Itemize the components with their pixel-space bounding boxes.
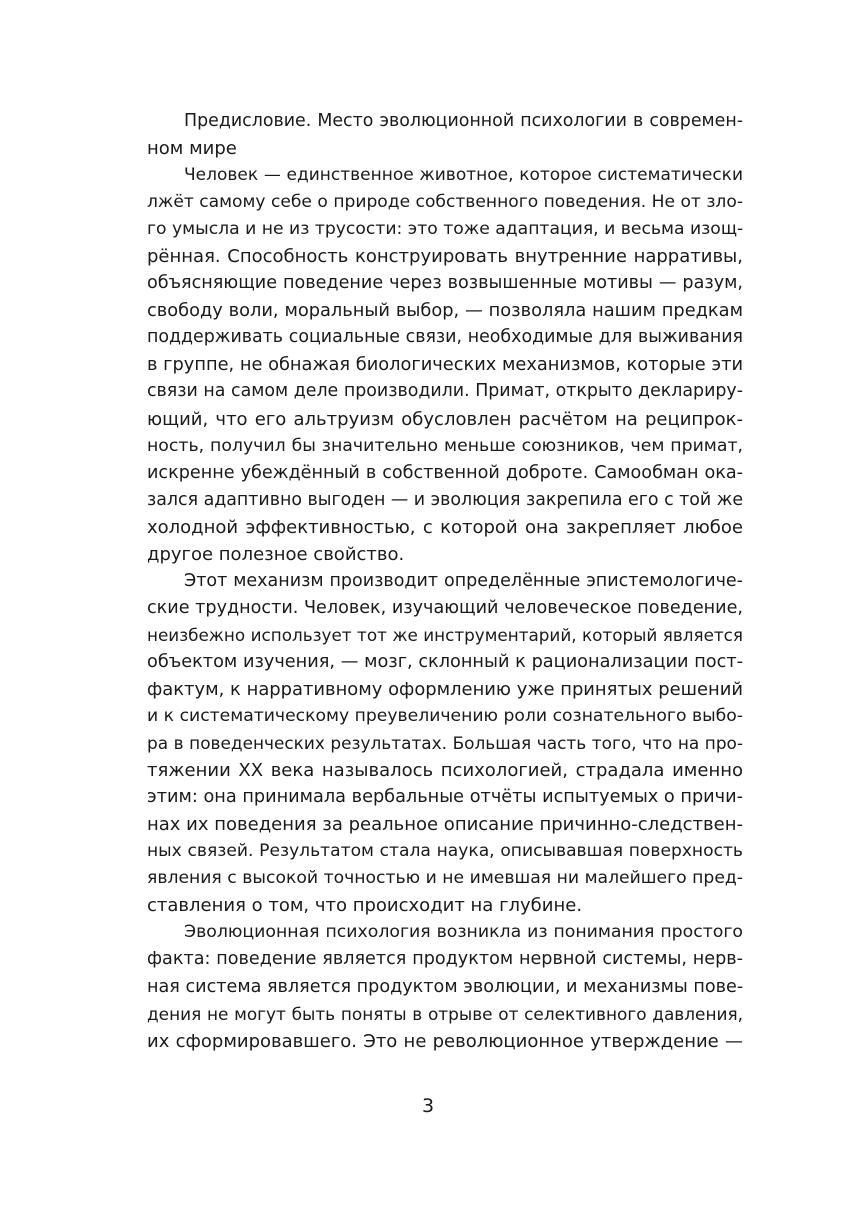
paragraph-2-line-1: Этот механизм производит определённые эпистемологиче-	[184, 570, 743, 591]
paragraph-1-line-9: связи на самом деле производили. Примат, открыто деклариру-	[147, 381, 743, 402]
paragraph-1-line-13: зался адаптивно выгоден — и эволюция закрепила его с той же	[147, 489, 743, 510]
heading-line-2: ном мире	[147, 138, 237, 160]
paragraph-1-line-2: лжёт самому себе о природе собственного поведения. Не от зло-	[147, 192, 743, 213]
paragraph-1-line-7: поддерживать социальные связи, необходимые для выживания	[147, 327, 743, 348]
paragraph-1-line-12: искренне убеждённый в собственной доброте. Самообман ока-	[147, 462, 743, 483]
paragraph-1-line-10: ющий, что его альтруизм обусловлен расчётом на реципрок-	[147, 408, 743, 430]
paragraph-2-line-9: этим: она принимала вербальные отчёты испытуемых о причи-	[147, 787, 743, 808]
paragraph-3-line-5: их сформировавшего. Это не революционное утверждение —	[147, 1030, 743, 1052]
paragraph-2-line-11: ных связей. Результатом стала наука, описывавшая поверхность	[147, 841, 743, 862]
paragraph-2-line-6: и к систематическому преувеличению роли сознательного выбо-	[147, 706, 743, 727]
paragraph-3-line-3: ная система является продуктом эволюции, и механизмы пове-	[147, 976, 743, 997]
paragraph-2-line-12: явления с высокой точностью и не имевшая ни малейшего пред-	[147, 868, 743, 889]
paragraph-2-line-2: ские трудности. Человек, изучающий человеческое поведение,	[147, 597, 743, 618]
paragraph-1-line-6: свободу воли, моральный выбор, — позволяла нашим предкам	[147, 300, 743, 322]
page-number: 3	[421, 1095, 435, 1117]
paragraph-1-line-1: Человек — единственное животное, которое систематически	[184, 165, 743, 186]
paragraph-3-line-4: дения не могут быть поняты в отрыве от селективного давления,	[147, 1003, 743, 1024]
paragraph-1-line-11: ность, получил бы значительно меньше союзников, чем примат,	[147, 435, 743, 456]
paragraph-1-line-8: в группе, не обнажая биологических механизмов, которые эти	[147, 354, 743, 376]
paragraph-2-line-5: фактум, к нарративному оформлению уже принятых решений	[147, 678, 743, 700]
paragraph-1-line-14: холодной эффективностью, с которой она закрепляет любое	[147, 516, 743, 538]
paragraph-3-line-1: Эволюционная психология возникла из понимания простого	[184, 922, 743, 943]
paragraph-2-line-13: ставления о том, что происходит на глубине.	[147, 895, 583, 917]
paragraph-2-line-4: объектом изучения, — мозг, склонный к рационализации пост-	[147, 651, 743, 672]
paragraph-2-line-10: нах их поведения за реальное описание причинно-следствен-	[147, 814, 743, 836]
paragraph-1-line-3: го умысла и не из трусости: это тоже адаптация, и весьма изощ-	[147, 219, 743, 240]
paragraph-3-line-2: факта: поведение является продуктом нервной системы, нерв-	[147, 949, 743, 970]
paragraph-1-line-15: другое полезное свойство.	[147, 543, 405, 565]
paragraph-2-line-8: тяжении XX века называлось психологией, страдала именно	[147, 760, 743, 782]
paragraph-2-line-3: неизбежно использует тот же инструментарий, который является	[147, 624, 743, 645]
paragraph-1-line-4: рённая. Способность конструировать внутренние нарративы,	[147, 246, 743, 268]
paragraph-2-line-7: ра в поведенческих результатах. Большая часть того, что на про-	[147, 733, 743, 754]
heading-line-1: Предисловие. Место эволюционной психологии в современ-	[184, 111, 743, 131]
text-block	[147, 108, 743, 1055]
paragraph-1-line-5: объясняющие поведение через возвышенные мотивы — разум,	[147, 273, 743, 294]
